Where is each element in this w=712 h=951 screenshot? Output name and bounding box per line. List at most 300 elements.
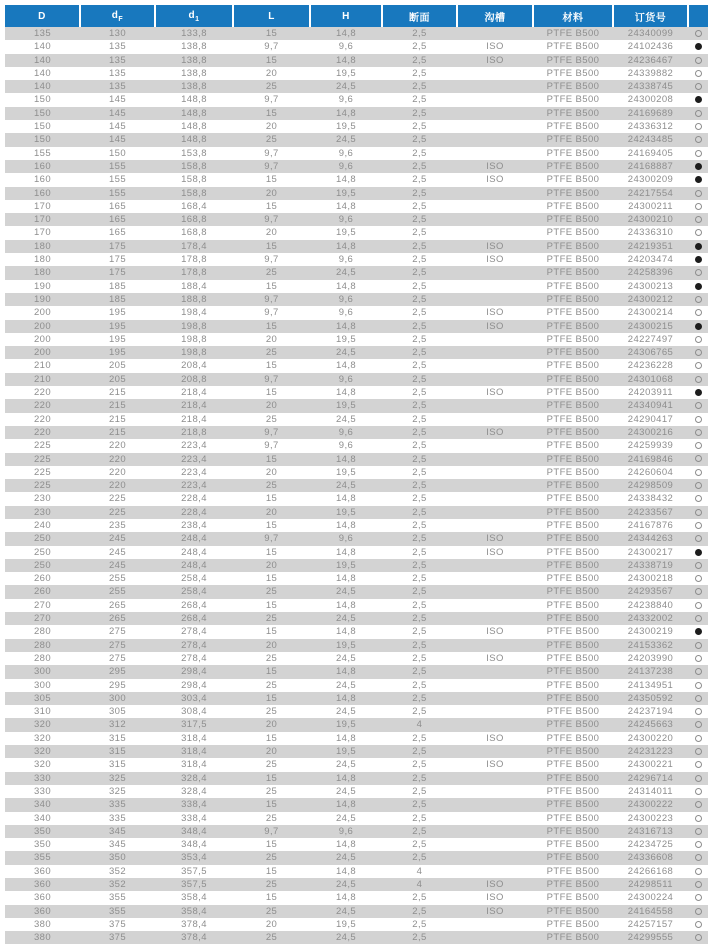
cell-d: 200 bbox=[33, 333, 52, 345]
cell-availability bbox=[688, 891, 708, 904]
cell-groove: ISO bbox=[486, 879, 504, 890]
cell-groove: ISO bbox=[486, 426, 504, 438]
cell-h: 9,6 bbox=[338, 41, 354, 53]
cell-groove bbox=[457, 213, 533, 226]
cell-d1: 168,8 bbox=[181, 214, 207, 226]
cell-d1: 158,8 bbox=[181, 187, 207, 199]
cell-order-number: 24260604 bbox=[627, 466, 674, 478]
table-row bbox=[5, 453, 708, 466]
cell-l: 15 bbox=[265, 732, 278, 744]
table-row bbox=[5, 572, 708, 585]
cell-h: 9,6 bbox=[338, 254, 354, 266]
cell-d1: 198,8 bbox=[181, 320, 207, 332]
cell-availability bbox=[688, 918, 708, 931]
cell-order-number: 24344263 bbox=[627, 533, 674, 545]
table-row bbox=[5, 93, 708, 106]
cell-order-number: 24350592 bbox=[627, 692, 674, 704]
cell-l: 20 bbox=[265, 639, 278, 651]
cell-order-number: 24203990 bbox=[627, 652, 674, 664]
cell-df: 225 bbox=[108, 506, 127, 518]
cell-groove: ISO bbox=[486, 652, 504, 664]
cell-l: 25 bbox=[265, 413, 278, 425]
open-circle-icon bbox=[695, 921, 702, 928]
cell-cross-section: 2,5 bbox=[412, 812, 427, 824]
cell-availability bbox=[688, 865, 708, 878]
cell-order-number: 24316713 bbox=[627, 825, 674, 837]
table-row bbox=[5, 559, 708, 572]
table-row bbox=[5, 413, 708, 426]
cell-order-number: 24217554 bbox=[627, 187, 674, 199]
cell-df: 295 bbox=[108, 666, 127, 678]
cell-availability bbox=[688, 200, 708, 213]
cell-cross-section: 2,5 bbox=[412, 94, 427, 106]
cell-availability bbox=[688, 359, 708, 372]
table-row bbox=[5, 865, 708, 878]
cell-d: 200 bbox=[33, 307, 52, 319]
cell-h: 24,5 bbox=[335, 586, 357, 598]
table-row bbox=[5, 612, 708, 625]
cell-material: PTFE B500 bbox=[546, 812, 600, 824]
cell-groove bbox=[457, 293, 533, 306]
table-row bbox=[5, 107, 708, 120]
cell-groove bbox=[457, 572, 533, 585]
cell-h: 14,8 bbox=[335, 280, 357, 292]
cell-l: 25 bbox=[265, 586, 278, 598]
cell-cross-section: 2,5 bbox=[412, 387, 427, 399]
cell-d1: 278,4 bbox=[181, 626, 207, 638]
cell-l: 9,7 bbox=[264, 440, 279, 452]
filled-circle-icon bbox=[695, 256, 702, 263]
cell-cross-section: 2,5 bbox=[412, 54, 427, 66]
cell-order-number: 24137238 bbox=[627, 666, 674, 678]
cell-d1: 357,5 bbox=[181, 879, 207, 890]
cell-material: PTFE B500 bbox=[546, 852, 600, 864]
cell-groove bbox=[457, 93, 533, 106]
cell-availability bbox=[688, 612, 708, 625]
cell-cross-section: 2,5 bbox=[412, 839, 427, 851]
open-circle-icon bbox=[695, 761, 702, 768]
cell-l: 25 bbox=[265, 652, 278, 664]
cell-df: 352 bbox=[108, 879, 127, 890]
cell-cross-section: 2,5 bbox=[412, 759, 427, 771]
open-circle-icon bbox=[695, 801, 702, 808]
cell-material: PTFE B500 bbox=[546, 892, 600, 904]
open-circle-icon bbox=[695, 416, 702, 423]
cell-l: 20 bbox=[265, 719, 278, 731]
cell-d: 160 bbox=[33, 187, 52, 199]
cell-material: PTFE B500 bbox=[546, 652, 600, 664]
cell-cross-section: 2,5 bbox=[412, 639, 427, 651]
open-circle-icon bbox=[695, 110, 702, 117]
cell-order-number: 24259939 bbox=[627, 440, 674, 452]
cell-l: 15 bbox=[265, 493, 278, 505]
table-row bbox=[5, 359, 708, 372]
cell-availability bbox=[688, 838, 708, 851]
open-circle-icon bbox=[695, 642, 702, 649]
cell-d: 280 bbox=[33, 652, 52, 664]
cell-l: 15 bbox=[265, 280, 278, 292]
filled-circle-icon bbox=[695, 43, 702, 50]
column-header-label: d bbox=[111, 9, 119, 21]
filled-circle-icon bbox=[695, 323, 702, 330]
cell-df: 145 bbox=[108, 121, 127, 133]
cell-material: PTFE B500 bbox=[546, 134, 600, 146]
cell-d: 320 bbox=[33, 732, 52, 744]
cell-df: 345 bbox=[108, 839, 127, 851]
cell-groove bbox=[457, 692, 533, 705]
cell-cross-section: 2,5 bbox=[412, 400, 427, 412]
cell-df: 235 bbox=[108, 519, 127, 531]
cell-material: PTFE B500 bbox=[546, 307, 600, 319]
open-circle-icon bbox=[695, 296, 702, 303]
cell-d: 170 bbox=[33, 214, 52, 226]
cell-groove bbox=[457, 492, 533, 505]
cell-d: 210 bbox=[33, 373, 52, 385]
cell-d1: 328,4 bbox=[181, 785, 207, 797]
table-row bbox=[5, 240, 708, 253]
table-row bbox=[5, 891, 708, 904]
cell-order-number: 24169689 bbox=[627, 107, 674, 119]
cell-d1: 248,4 bbox=[181, 559, 207, 571]
cell-df: 265 bbox=[108, 613, 127, 625]
cell-order-number: 24299555 bbox=[627, 932, 674, 944]
cell-l: 15 bbox=[265, 107, 278, 119]
cell-d: 340 bbox=[33, 812, 52, 824]
cell-order-number: 24243485 bbox=[627, 134, 674, 146]
cell-d: 380 bbox=[33, 932, 52, 944]
open-circle-icon bbox=[695, 868, 702, 875]
cell-groove bbox=[457, 67, 533, 80]
cell-availability bbox=[688, 665, 708, 678]
cell-cross-section: 2,5 bbox=[412, 333, 427, 345]
cell-d1: 178,8 bbox=[181, 254, 207, 266]
table-row bbox=[5, 718, 708, 731]
cell-h: 14,8 bbox=[335, 666, 357, 678]
cell-d: 150 bbox=[33, 107, 52, 119]
cell-availability bbox=[688, 492, 708, 505]
column-header-label: 材料 bbox=[562, 12, 584, 24]
cell-l: 20 bbox=[265, 227, 278, 239]
cell-cross-section: 4 bbox=[416, 879, 423, 890]
cell-df: 325 bbox=[108, 785, 127, 797]
cell-cross-section: 2,5 bbox=[412, 240, 427, 252]
cell-groove: ISO bbox=[486, 254, 504, 266]
cell-d: 140 bbox=[33, 67, 52, 79]
cell-d: 220 bbox=[33, 413, 52, 425]
cell-groove bbox=[457, 266, 533, 279]
open-circle-icon bbox=[695, 469, 702, 476]
cell-availability bbox=[688, 40, 708, 53]
cell-material: PTFE B500 bbox=[546, 639, 600, 651]
cell-material: PTFE B500 bbox=[546, 918, 600, 930]
table-row bbox=[5, 745, 708, 758]
table-row bbox=[5, 838, 708, 851]
open-circle-icon bbox=[695, 482, 702, 489]
cell-d: 190 bbox=[33, 280, 52, 292]
column-header-subscript: F bbox=[118, 15, 124, 23]
cell-h: 19,5 bbox=[335, 187, 357, 199]
column-header-label: H bbox=[342, 10, 350, 22]
table-row bbox=[5, 905, 708, 918]
cell-d: 360 bbox=[33, 865, 52, 877]
cell-df: 345 bbox=[108, 825, 127, 837]
cell-availability bbox=[688, 679, 708, 692]
cell-df: 155 bbox=[108, 160, 127, 172]
cell-availability bbox=[688, 107, 708, 120]
cell-d: 225 bbox=[33, 466, 52, 478]
cell-availability bbox=[688, 120, 708, 133]
cell-d1: 218,4 bbox=[181, 387, 207, 399]
open-circle-icon bbox=[695, 57, 702, 64]
cell-l: 9,7 bbox=[264, 94, 279, 106]
cell-d1: 318,4 bbox=[181, 746, 207, 758]
table-row bbox=[5, 426, 708, 439]
header-row bbox=[5, 5, 708, 27]
cell-h: 24,5 bbox=[335, 905, 357, 917]
cell-d: 180 bbox=[33, 240, 52, 252]
table-row bbox=[5, 506, 708, 519]
cell-groove bbox=[457, 133, 533, 146]
column-header-order-number bbox=[613, 5, 688, 27]
cell-l: 20 bbox=[265, 121, 278, 133]
cell-groove bbox=[457, 825, 533, 838]
cell-l: 20 bbox=[265, 559, 278, 571]
cell-availability bbox=[688, 599, 708, 612]
cell-d1: 218,8 bbox=[181, 426, 207, 438]
cell-groove bbox=[457, 333, 533, 346]
cell-availability bbox=[688, 67, 708, 80]
cell-material: PTFE B500 bbox=[546, 41, 600, 53]
cell-cross-section: 2,5 bbox=[412, 732, 427, 744]
cell-df: 275 bbox=[108, 652, 127, 664]
cell-d1: 278,4 bbox=[181, 639, 207, 651]
cell-availability bbox=[688, 213, 708, 226]
cell-df: 312 bbox=[108, 719, 127, 731]
cell-d1: 198,8 bbox=[181, 333, 207, 345]
cell-h: 24,5 bbox=[335, 652, 357, 664]
open-circle-icon bbox=[695, 735, 702, 742]
cell-l: 15 bbox=[265, 892, 278, 904]
cell-order-number: 24300223 bbox=[627, 812, 674, 824]
cell-material: PTFE B500 bbox=[546, 839, 600, 851]
open-circle-icon bbox=[695, 854, 702, 861]
cell-df: 135 bbox=[108, 67, 127, 79]
cell-d1: 198,8 bbox=[181, 347, 207, 359]
cell-order-number: 24245663 bbox=[627, 719, 674, 731]
cell-availability bbox=[688, 585, 708, 598]
cell-df: 220 bbox=[108, 440, 127, 452]
cell-h: 14,8 bbox=[335, 519, 357, 531]
cell-d1: 328,4 bbox=[181, 772, 207, 784]
cell-cross-section: 2,5 bbox=[412, 652, 427, 664]
table-body bbox=[5, 27, 708, 944]
product-table bbox=[5, 5, 708, 944]
cell-df: 195 bbox=[108, 347, 127, 359]
cell-groove: ISO bbox=[486, 759, 504, 771]
cell-d1: 168,4 bbox=[181, 200, 207, 212]
cell-d1: 357,5 bbox=[181, 865, 207, 877]
cell-h: 19,5 bbox=[335, 466, 357, 478]
cell-availability bbox=[688, 373, 708, 386]
table-row bbox=[5, 479, 708, 492]
cell-groove: ISO bbox=[486, 387, 504, 399]
cell-l: 25 bbox=[265, 267, 278, 279]
cell-order-number: 24169846 bbox=[627, 453, 674, 465]
table-row bbox=[5, 639, 708, 652]
cell-h: 19,5 bbox=[335, 639, 357, 651]
cell-order-number: 24168887 bbox=[627, 160, 674, 172]
cell-df: 305 bbox=[108, 706, 127, 718]
cell-availability bbox=[688, 266, 708, 279]
cell-availability bbox=[688, 532, 708, 545]
cell-d1: 223,4 bbox=[181, 466, 207, 478]
cell-availability bbox=[688, 346, 708, 359]
cell-l: 9,7 bbox=[264, 533, 279, 545]
cell-df: 195 bbox=[108, 307, 127, 319]
cell-l: 15 bbox=[265, 28, 278, 39]
cell-groove bbox=[457, 280, 533, 293]
open-circle-icon bbox=[695, 123, 702, 130]
cell-df: 165 bbox=[108, 200, 127, 212]
cell-order-number: 24300218 bbox=[627, 573, 674, 585]
open-circle-icon bbox=[695, 562, 702, 569]
cell-h: 14,8 bbox=[335, 599, 357, 611]
cell-order-number: 24164558 bbox=[627, 905, 674, 917]
cell-groove: ISO bbox=[486, 41, 504, 53]
table-row bbox=[5, 599, 708, 612]
cell-order-number: 24300217 bbox=[627, 546, 674, 558]
cell-material: PTFE B500 bbox=[546, 400, 600, 412]
cell-d1: 148,8 bbox=[181, 121, 207, 133]
cell-d: 310 bbox=[33, 706, 52, 718]
cell-df: 350 bbox=[108, 852, 127, 864]
cell-groove bbox=[457, 838, 533, 851]
cell-groove: ISO bbox=[486, 905, 504, 917]
cell-df: 135 bbox=[108, 81, 127, 93]
cell-order-number: 24298511 bbox=[628, 879, 673, 890]
cell-l: 15 bbox=[265, 320, 278, 332]
cell-cross-section: 2,5 bbox=[412, 692, 427, 704]
cell-l: 15 bbox=[265, 573, 278, 585]
cell-groove bbox=[457, 413, 533, 426]
cell-d: 225 bbox=[33, 453, 52, 465]
cell-h: 19,5 bbox=[335, 918, 357, 930]
cell-cross-section: 2,5 bbox=[412, 506, 427, 518]
cell-cross-section: 2,5 bbox=[412, 440, 427, 452]
cell-d1: 378,4 bbox=[181, 918, 207, 930]
column-header-availability bbox=[688, 5, 708, 27]
cell-h: 14,8 bbox=[335, 174, 357, 186]
cell-groove: ISO bbox=[486, 533, 504, 545]
cell-groove bbox=[457, 479, 533, 492]
cell-d: 280 bbox=[33, 639, 52, 651]
cell-d1: 138,8 bbox=[181, 81, 207, 93]
cell-d1: 317,5 bbox=[181, 719, 207, 731]
cell-availability bbox=[688, 54, 708, 67]
cell-cross-section: 2,5 bbox=[412, 267, 427, 279]
cell-cross-section: 2,5 bbox=[412, 706, 427, 718]
cell-d1: 228,4 bbox=[181, 493, 207, 505]
cell-order-number: 24266168 bbox=[627, 865, 674, 877]
cell-material: PTFE B500 bbox=[546, 613, 600, 625]
open-circle-icon bbox=[695, 721, 702, 728]
cell-h: 24,5 bbox=[335, 81, 357, 93]
cell-cross-section: 2,5 bbox=[412, 772, 427, 784]
cell-cross-section: 2,5 bbox=[412, 280, 427, 292]
cell-l: 15 bbox=[265, 200, 278, 212]
cell-l: 20 bbox=[265, 918, 278, 930]
cell-df: 215 bbox=[108, 387, 127, 399]
cell-d1: 158,8 bbox=[181, 160, 207, 172]
table-row bbox=[5, 67, 708, 80]
table-row bbox=[5, 133, 708, 146]
open-circle-icon bbox=[695, 575, 702, 582]
cell-l: 20 bbox=[265, 746, 278, 758]
open-circle-icon bbox=[695, 894, 702, 901]
open-circle-icon bbox=[695, 934, 702, 941]
cell-df: 255 bbox=[108, 573, 127, 585]
cell-availability bbox=[688, 147, 708, 160]
table-row bbox=[5, 532, 708, 545]
open-circle-icon bbox=[695, 402, 702, 409]
cell-d: 305 bbox=[33, 692, 52, 704]
cell-l: 20 bbox=[265, 506, 278, 518]
cell-d1: 188,4 bbox=[181, 280, 207, 292]
cell-d: 190 bbox=[33, 293, 52, 305]
cell-material: PTFE B500 bbox=[546, 453, 600, 465]
cell-d: 220 bbox=[33, 387, 52, 399]
table-row bbox=[5, 466, 708, 479]
cell-d1: 133,8 bbox=[181, 28, 207, 39]
cell-material: PTFE B500 bbox=[546, 333, 600, 345]
cell-h: 24,5 bbox=[335, 785, 357, 797]
cell-cross-section: 2,5 bbox=[412, 107, 427, 119]
cell-d: 230 bbox=[33, 493, 52, 505]
cell-material: PTFE B500 bbox=[546, 746, 600, 758]
open-circle-icon bbox=[695, 30, 702, 37]
cell-material: PTFE B500 bbox=[546, 187, 600, 199]
table-row bbox=[5, 253, 708, 266]
cell-df: 175 bbox=[108, 240, 127, 252]
cell-availability bbox=[688, 732, 708, 745]
cell-cross-section: 2,5 bbox=[412, 134, 427, 146]
table-row bbox=[5, 931, 708, 944]
cell-d1: 218,4 bbox=[181, 413, 207, 425]
cell-d: 360 bbox=[33, 892, 52, 904]
cell-l: 25 bbox=[265, 679, 278, 691]
cell-order-number: 24169405 bbox=[627, 147, 674, 159]
open-circle-icon bbox=[695, 429, 702, 436]
cell-groove bbox=[457, 599, 533, 612]
cell-h: 14,8 bbox=[335, 892, 357, 904]
cell-d1: 338,4 bbox=[181, 812, 207, 824]
cell-h: 24,5 bbox=[335, 812, 357, 824]
cell-material: PTFE B500 bbox=[546, 347, 600, 359]
cell-order-number: 24258396 bbox=[627, 267, 674, 279]
cell-cross-section: 2,5 bbox=[412, 918, 427, 930]
cell-cross-section: 2,5 bbox=[412, 426, 427, 438]
cell-order-number: 24300221 bbox=[627, 759, 674, 771]
cell-groove bbox=[457, 439, 533, 452]
cell-h: 14,8 bbox=[335, 387, 357, 399]
cell-order-number: 24257157 bbox=[627, 918, 674, 930]
cell-l: 15 bbox=[265, 240, 278, 252]
cell-df: 195 bbox=[108, 320, 127, 332]
cell-h: 9,6 bbox=[338, 147, 354, 159]
cell-order-number: 24339882 bbox=[627, 67, 674, 79]
cell-df: 245 bbox=[108, 533, 127, 545]
cell-order-number: 24332002 bbox=[627, 613, 674, 625]
